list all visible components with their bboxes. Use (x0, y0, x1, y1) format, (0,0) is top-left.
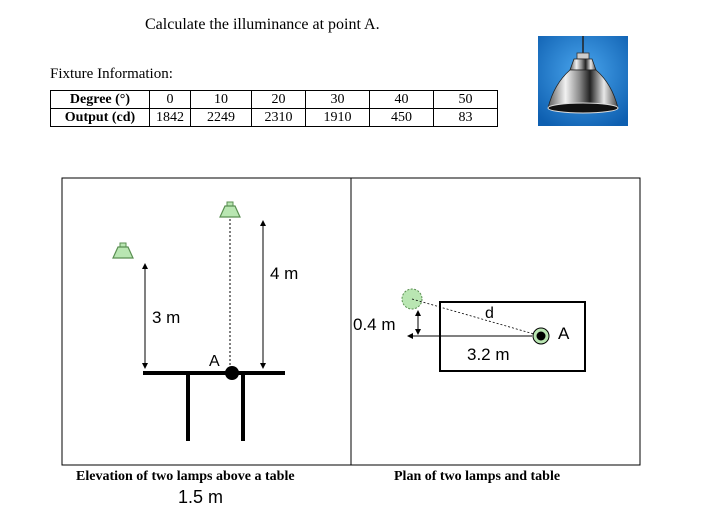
table-leg-right (241, 375, 245, 441)
degree-cell: 20 (252, 91, 306, 109)
table-leg-left (186, 375, 190, 441)
degree-cell: 0 (150, 91, 191, 109)
lamp-1-icon (113, 243, 133, 258)
elevation-panel (62, 178, 351, 465)
label-4m: 4 m (270, 264, 299, 283)
plan-caption: Plan of two lamps and table (394, 469, 561, 484)
label-3-2m: 3.2 m (467, 345, 510, 364)
output-cell: 1910 (306, 109, 370, 127)
output-cell: 450 (370, 109, 434, 127)
label-1-5m: 1.5 m (178, 487, 224, 507)
label-d: d (485, 305, 494, 322)
degree-cell: 50 (434, 91, 498, 109)
degree-cell: 40 (370, 91, 434, 109)
output-cell: 83 (434, 109, 498, 127)
label-0-4m: 0.4 m (353, 315, 396, 334)
page-title: Calculate the illuminance at point A. (145, 16, 380, 33)
degree-header: Degree (°) (51, 91, 150, 109)
point-a-marker (225, 366, 239, 380)
fixture-info-label: Fixture Information: (50, 66, 173, 82)
label-3m: 3 m (152, 308, 181, 327)
label-a-plan: A (558, 324, 570, 343)
degree-cell: 10 (191, 91, 252, 109)
plan-point-a-marker (537, 332, 546, 341)
output-cell: 2249 (191, 109, 252, 127)
degree-cell: 30 (306, 91, 370, 109)
table-top (143, 371, 285, 375)
output-cell: 2310 (252, 109, 306, 127)
elevation-caption: Elevation of two lamps above a table (76, 469, 295, 484)
plan-distance-line (412, 299, 541, 336)
output-cell: 1842 (150, 109, 191, 127)
lamp-2-icon (220, 202, 240, 217)
output-header: Output (cd) (51, 109, 150, 127)
label-a-elevation: A (209, 353, 220, 370)
